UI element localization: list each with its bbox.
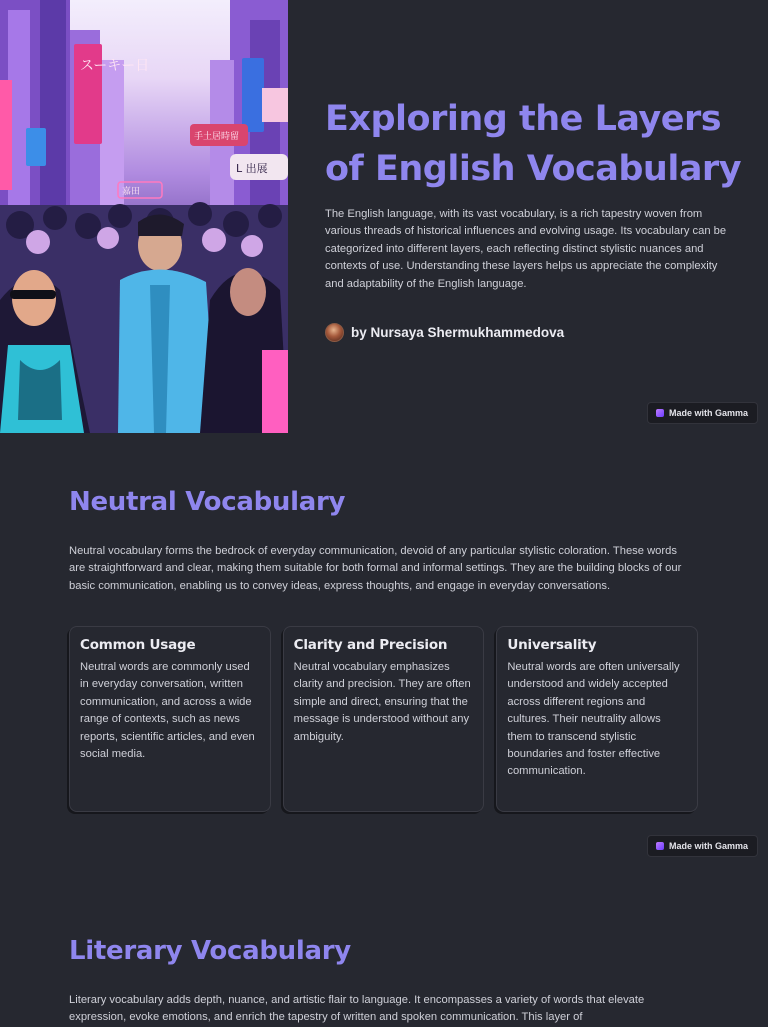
badge-label: Made with Gamma bbox=[668, 408, 748, 418]
hero-title: Exploring the Layers of English Vocabulary bbox=[325, 99, 742, 189]
card-clarity-precision bbox=[283, 626, 485, 812]
author-byline bbox=[325, 322, 564, 342]
hero-image-crowd-street bbox=[0, 0, 288, 433]
gamma-logo-icon bbox=[656, 409, 664, 417]
made-with-gamma-badge[interactable] bbox=[647, 402, 758, 424]
sign-text-3: L 出展 bbox=[236, 162, 268, 175]
card-text: Neutral vocabulary emphasizes clarity and precision. They are often simple and direct, ensuring that the message is understood without any ambiguity. bbox=[293, 661, 471, 743]
sign-text-1: スーキー日 bbox=[80, 58, 150, 74]
hero-slide bbox=[0, 0, 768, 433]
card-text: Neutral words are often universally understood and widely accepted across different regions and cultures. Their neutrality allows them to transcend stylistic boundaries and foster effective communication. bbox=[507, 661, 680, 778]
literary-intro-text: Literary vocabulary adds depth, nuance, and artistic flair to language. It encompasses a variety of words that elevate expression, evoke emotions, and enrich the tapestry of written and spoken communication. This layer of bbox=[69, 994, 645, 1024]
neutral-cards bbox=[69, 626, 698, 812]
card-universality bbox=[496, 626, 698, 812]
card-common-usage bbox=[69, 626, 271, 812]
neutral-section-title: Neutral Vocabulary bbox=[69, 487, 346, 517]
badge-label: Made with Gamma bbox=[668, 841, 748, 851]
card-title: Clarity and Precision bbox=[293, 637, 448, 653]
author-avatar bbox=[325, 323, 344, 342]
sign-text-4: 嘉田 bbox=[122, 187, 141, 197]
gamma-logo-icon bbox=[656, 842, 664, 850]
card-title: Universality bbox=[507, 637, 597, 653]
card-title: Common Usage bbox=[80, 637, 196, 653]
author-name: by Nursaya Shermukhammedova bbox=[351, 324, 565, 340]
literary-section-title: Literary Vocabulary bbox=[69, 936, 351, 966]
neutral-intro-text: Neutral vocabulary forms the bedrock of everyday communication, devoid of any particular stylistic coloration. These words are straightforward and clear, making them suitable for both formal and informal settings. They are the building blocks of our basic communication, enabling us to convey ideas, express thoughts, and engage in everyday conversations. bbox=[69, 545, 682, 592]
hero-illustration bbox=[0, 0, 288, 433]
sign-text-2: 手土居時留 bbox=[194, 132, 240, 142]
hero-description: The English language, with its vast vocabulary, is a rich tapestry woven from various threads of historical influences and evolving usage. Its vocabulary can be categorized into different layers, each reflecting distinct stylistic nuances and contexts of use. Understanding these layers helps us appreciate the complexity and adaptability of the English language. bbox=[325, 208, 727, 290]
made-with-gamma-badge[interactable] bbox=[647, 835, 758, 857]
card-text: Neutral words are commonly used in everyday conversation, written communication, and across a wide range of contexts, such as news reports, scientific articles, and even social media. bbox=[80, 661, 255, 761]
